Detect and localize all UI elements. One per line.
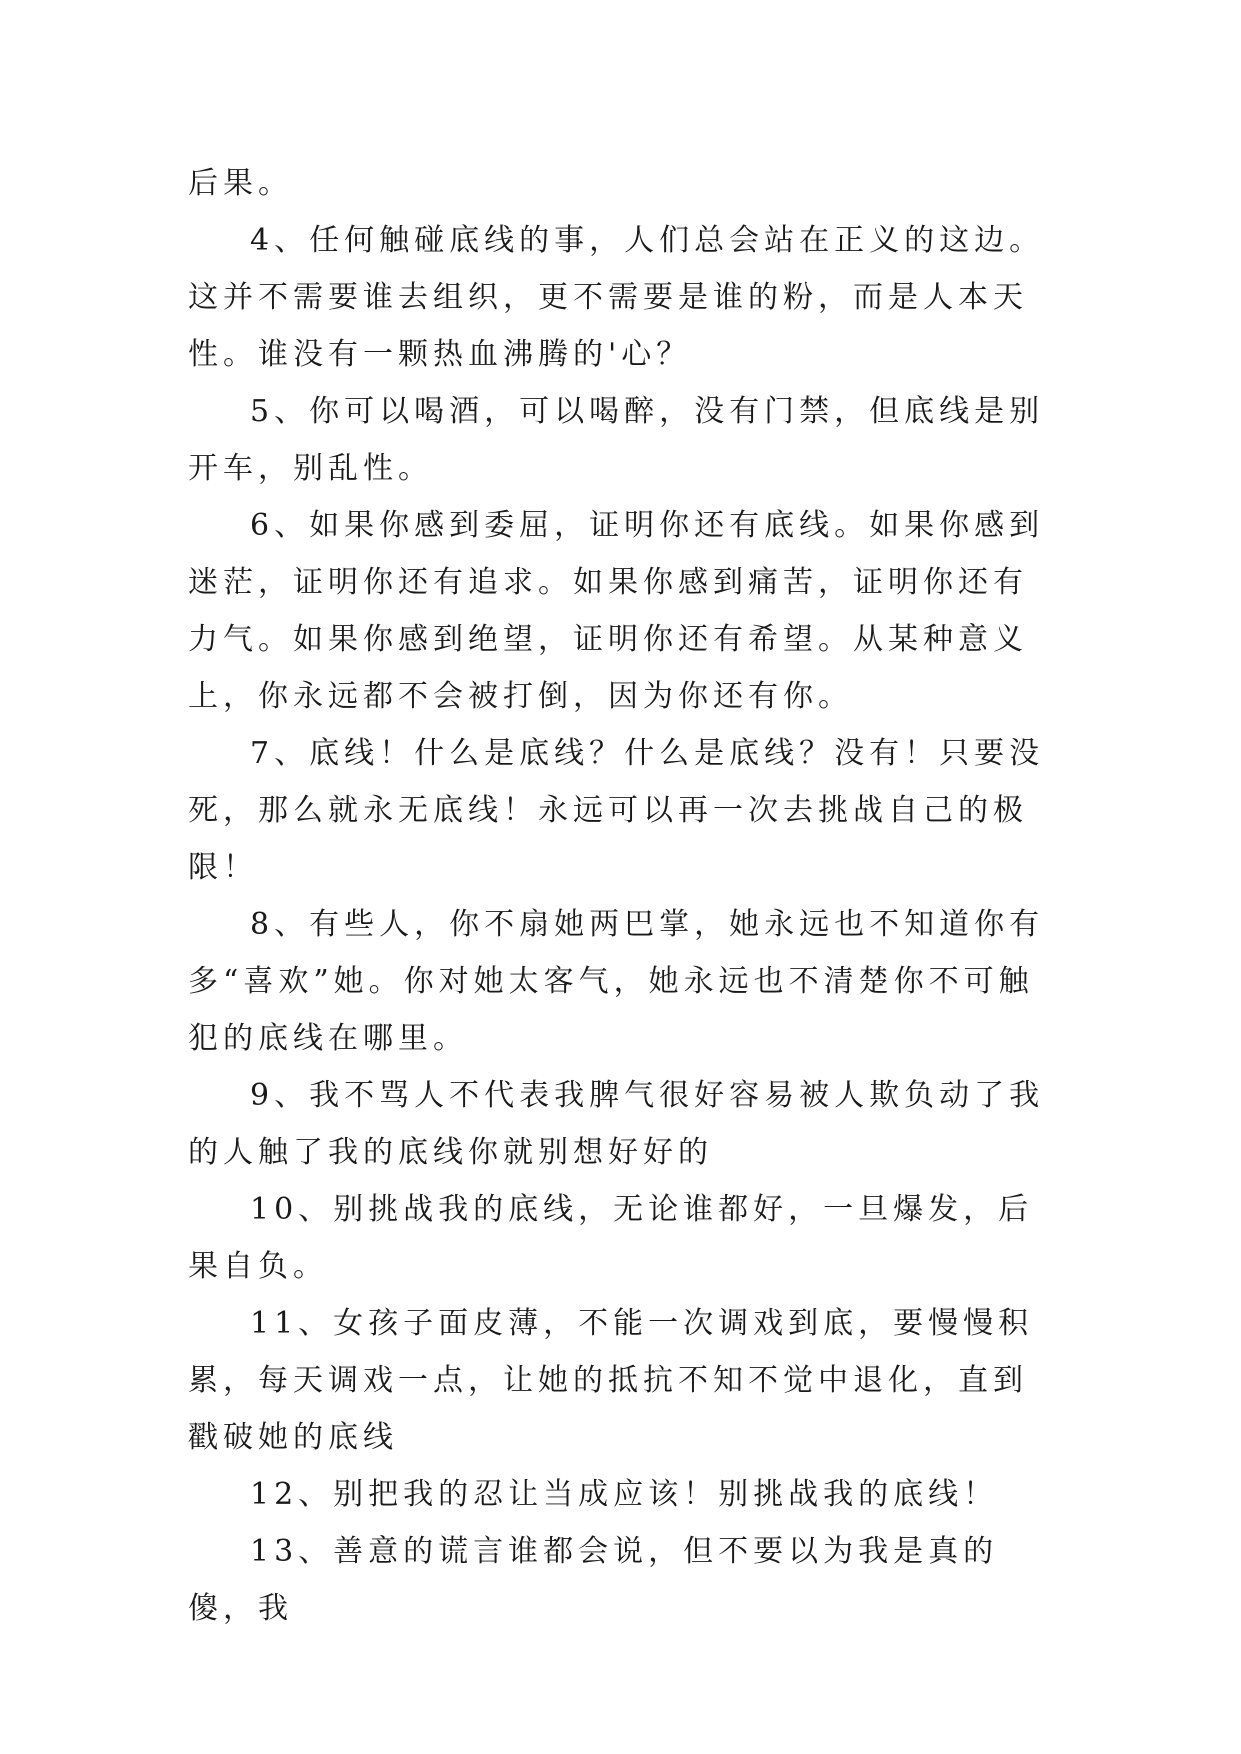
paragraph-item-12: 12、别把我的忍让当成应该！别挑战我的底线！	[250, 1477, 999, 1512]
paragraph-item-11: 11、女孩子面皮薄，不能一次调戏到底，要慢慢积累，每天调戏一点，让她的抵抗不知不觉中退化，直到戳破她的底线	[188, 1306, 1034, 1455]
paragraph-item-7: 7、底线！什么是底线？什么是底线？没有！只要没死，那么就永无底线！永远可以再一次去挑战自己的极限！	[188, 736, 1045, 885]
paragraph-item-10: 10、别挑战我的底线，无论谁都好，一旦爆发，后果自负。	[188, 1192, 1034, 1284]
document-body	[188, 155, 1058, 1637]
paragraph-item-5: 5、你可以喝酒，可以喝醉，没有门禁，但底线是别开车，别乱性。	[188, 394, 1045, 486]
paragraph-item-13: 13、善意的谎言谁都会说，但不要以为我是真的傻，我	[188, 1534, 999, 1626]
paragraph-item-8: 8、有些人，你不扇她两巴掌，她永远也不知道你有多“喜欢”她。你对她太客气，她永远也不清楚你不可触犯的底线在哪里。	[188, 907, 1045, 1056]
paragraph-item-9: 9、我不骂人不代表我脾气很好容易被人欺负动了我的人触了我的底线你就别想好好的	[188, 1078, 1045, 1170]
paragraph-item-6: 6、如果你感到委屈，证明你还有底线。如果你感到迷茫，证明你还有追求。如果你感到痛苦，证明你还有力气。如果你感到绝望，证明你还有希望。从某种意义上，你永远都不会被打倒，因为你还有你。	[188, 508, 1045, 714]
paragraph-item-4: 4、任何触碰底线的事，人们总会站在正义的这边。这并不需要谁去组织，更不需要是谁的粉，而是人本天性。谁没有一颗热血沸腾的'心？	[188, 223, 1045, 372]
paragraph-continuation: 后果。	[188, 166, 293, 201]
